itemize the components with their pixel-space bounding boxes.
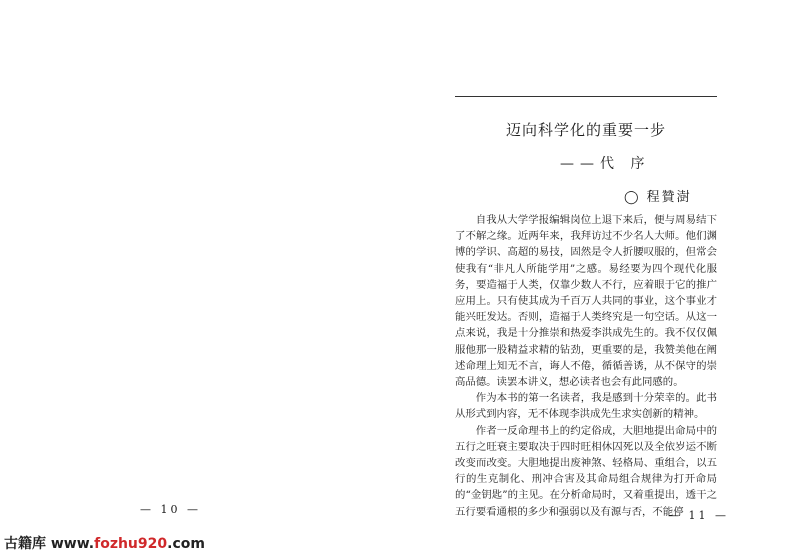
paragraph: 作者一反命理书上的约定俗成，大胆地提出命局中的五行之旺衰主要取决于四时旺相休囚死以及全依岁运不断改变而改变。大胆地提出废神煞、轻格局、重组合，以五行的生克制化、刑冲合害及其命局组合规律为打开命局的“金钥匙”的主见。在分析命局时，又着重提出，透干之五行要看通根的多少和强弱以及有源与否，不能停	[455, 424, 717, 518]
watermark-url-suffix: .com	[167, 536, 205, 552]
page-number-left: — 10 —	[140, 503, 201, 516]
page-number-right: — 11 —	[668, 509, 729, 522]
body-text	[455, 212, 717, 520]
watermark-url-accent: fozhu920	[94, 536, 168, 552]
author-name: ◯ 程贊澍	[624, 190, 692, 205]
watermark-url-prefix: www.	[50, 536, 95, 552]
watermark-site-name: 古籍库	[4, 536, 46, 552]
chapter-subtitle: ——代 序	[560, 156, 651, 172]
watermark-url	[51, 536, 205, 552]
header-rule	[455, 96, 717, 97]
site-watermark	[4, 533, 205, 553]
chapter-title: 迈向科学化的重要一步	[505, 121, 666, 139]
paragraph: 作为本书的第一名读者，我是感到十分荣幸的。此书从形式到内容，无不体现李洪成先生求实创新的精神。	[455, 392, 717, 421]
paragraph: 自我从大学学报编辑岗位上退下来后，便与周易结下了不解之缘。近两年来，我拜访过不少名人大师。他们渊博的学识、高超的易技，固然是令人折腰叹服的，但常会使我有“非凡人所能学用”之感。易经要为四个现代化服务，要造福于人类，仅靠少数人不行，应着眼于它的推广应用上。只有使其成为千百万人共同的事业，这个事业才能兴旺发达。否则，造福于人类终究是一句空话。从这一点来说，我是十分推崇和热爱李洪成先生的。我不仅仅佩服他那一股精益求精的钻劲，更重要的是，我赞美他在阐述命理上知无不言，诲人不倦，循循善诱，从不保守的崇高品德。读罢本讲义，想必读者也会有此同感的。	[455, 214, 717, 389]
